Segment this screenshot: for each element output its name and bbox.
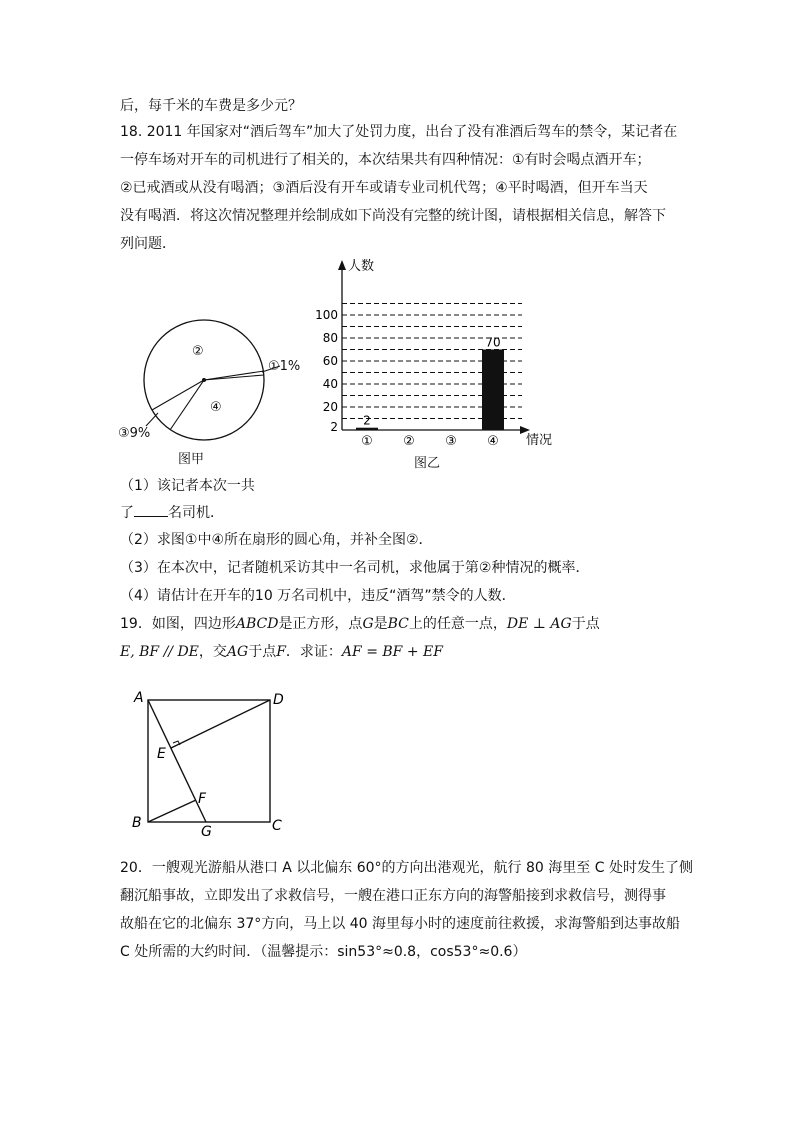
pie-label-1: ①1% [268, 359, 301, 374]
y-axis-label: 人数 [348, 259, 375, 274]
point-label-e: E [157, 746, 166, 762]
point-label-a: A [134, 690, 144, 706]
pie-label-2: ② [192, 344, 204, 359]
pie-radius-3 [152, 380, 204, 410]
x-tick-label: ① [361, 434, 373, 449]
pie-label-3: ③9% [118, 426, 151, 441]
q20-line-1: 20．一艘观光游船从港口 A 以北偏东 60°的方向出港观光，航行 80 海里至 C 处时发生了侧 [120, 860, 693, 876]
x-axis-label: 情况 [526, 433, 553, 448]
pie-label-4: ④ [210, 400, 222, 415]
q18-line-1: 18. 2011 年国家对“酒后驾车”加大了处罚力度，出台了没有准酒后驾车的禁令，某记者在 [120, 124, 678, 140]
q18-line-3: ②已戒酒或从没有喝酒；③酒后没有开车或请专业司机代驾；④平时喝酒，但开车当天 [120, 180, 648, 196]
q20-line-4: C 处所需的大约时间．（温馨提示：sin53°≈0.8，cos53°≈0.6） [120, 944, 527, 960]
point-label-c: C [272, 818, 282, 834]
q19-math-de-perp-ag: DE ⊥ AG [506, 616, 572, 632]
q19-line-1 [120, 614, 600, 634]
point-label-f: F [198, 791, 207, 807]
q18-line-5: 列问题． [120, 236, 176, 252]
bar-data-label: 70 [485, 335, 501, 350]
q18-line-4: 没有喝酒．将这次情况整理并绘制成如下尚没有完整的统计图，请根据相关信息，解答下 [120, 208, 666, 224]
q19-math-g: G [362, 616, 374, 632]
x-tick-label: ③ [445, 434, 457, 449]
sub-q1-line-b [120, 502, 224, 523]
square-abcd [148, 700, 270, 822]
q19-line-2 [120, 642, 443, 662]
y-tick-label: 80 [322, 331, 338, 345]
pie-caption: 图甲 [178, 452, 205, 467]
q20-line-3: 故船在它的北偏东 37°方向，马上以 40 海里每小时的速度前往救援，求海警船到达事故船 [120, 916, 680, 932]
sub-q1-pre: 了 [120, 505, 134, 521]
q19-math-equation: AF = BF + EF [341, 644, 443, 660]
y-tick-label: 2 [330, 420, 338, 434]
q19-math-f: F [276, 644, 286, 660]
q19-math-e-bf-de: E, BF // DE [120, 644, 199, 660]
q19-text-2b: ，交 [198, 644, 227, 660]
q19-text-g: 上的任意一点， [408, 616, 507, 632]
bar-chart [314, 256, 554, 466]
q19-text-2d: 于点 [248, 644, 277, 660]
pie-leader-3 [146, 413, 158, 426]
q19-math-bc: BC [387, 616, 409, 632]
pie-radius-4 [170, 380, 204, 430]
square-figure [128, 686, 298, 846]
q19-math-abcd: ABCD [235, 616, 279, 632]
q19-math-ag: AG [226, 644, 249, 660]
bar-1 [356, 428, 378, 430]
segment-bf [148, 800, 196, 822]
sub-q4: （4）请估计在开车的10 万名司机中，违反“酒驾”禁令的人数． [120, 588, 516, 604]
y-tick-label: 20 [322, 400, 338, 414]
y-tick-label: 60 [322, 354, 338, 368]
q18-line-2: 一停车场对开车的司机进行了相关的，本次结果共有四种情况：①有时会喝点酒开车； [120, 152, 651, 168]
q19-text-2f: ．求证： [285, 644, 342, 660]
x-tick-label: ② [403, 434, 415, 449]
bar-4 [482, 350, 504, 431]
x-tick-label: ④ [487, 434, 499, 449]
y-tick-label: 100 [315, 308, 338, 322]
y-axis-arrow [338, 260, 346, 270]
point-label-g: G [201, 824, 212, 840]
q19-text-a: 19．如图，四边形 [120, 616, 236, 632]
sub-q2: （2）求图①中④所在扇形的圆心角，并补全图②． [120, 532, 433, 548]
bar-data-label: 2 [363, 413, 371, 428]
pie-center [202, 378, 206, 382]
text-line-1: 后，每千米的车费是多少元？ [120, 98, 302, 114]
point-label-b: B [132, 815, 142, 831]
segment-de [171, 700, 270, 748]
q19-text-i: 于点 [571, 616, 600, 632]
answer-blank [134, 502, 168, 517]
bar-chart-caption: 图乙 [414, 456, 441, 471]
sub-q1-line-a: （1）该记者本次一共 [120, 478, 255, 494]
sub-q3: （3）在本次中，记者随机采访其中一名司机，求他属于第②种情况的概率． [120, 560, 590, 576]
q19-text-e: 是 [373, 616, 388, 632]
q19-text-c: 是正方形，点 [278, 616, 363, 632]
q20-line-2: 翻沉船事故，立即发出了求救信号，一艘在港口正东方向的海警船接到求救信号，测得事 [120, 888, 666, 904]
point-label-d: D [273, 692, 284, 708]
sub-q1-post: 名司机． [168, 505, 224, 521]
y-tick-label: 40 [322, 377, 338, 391]
